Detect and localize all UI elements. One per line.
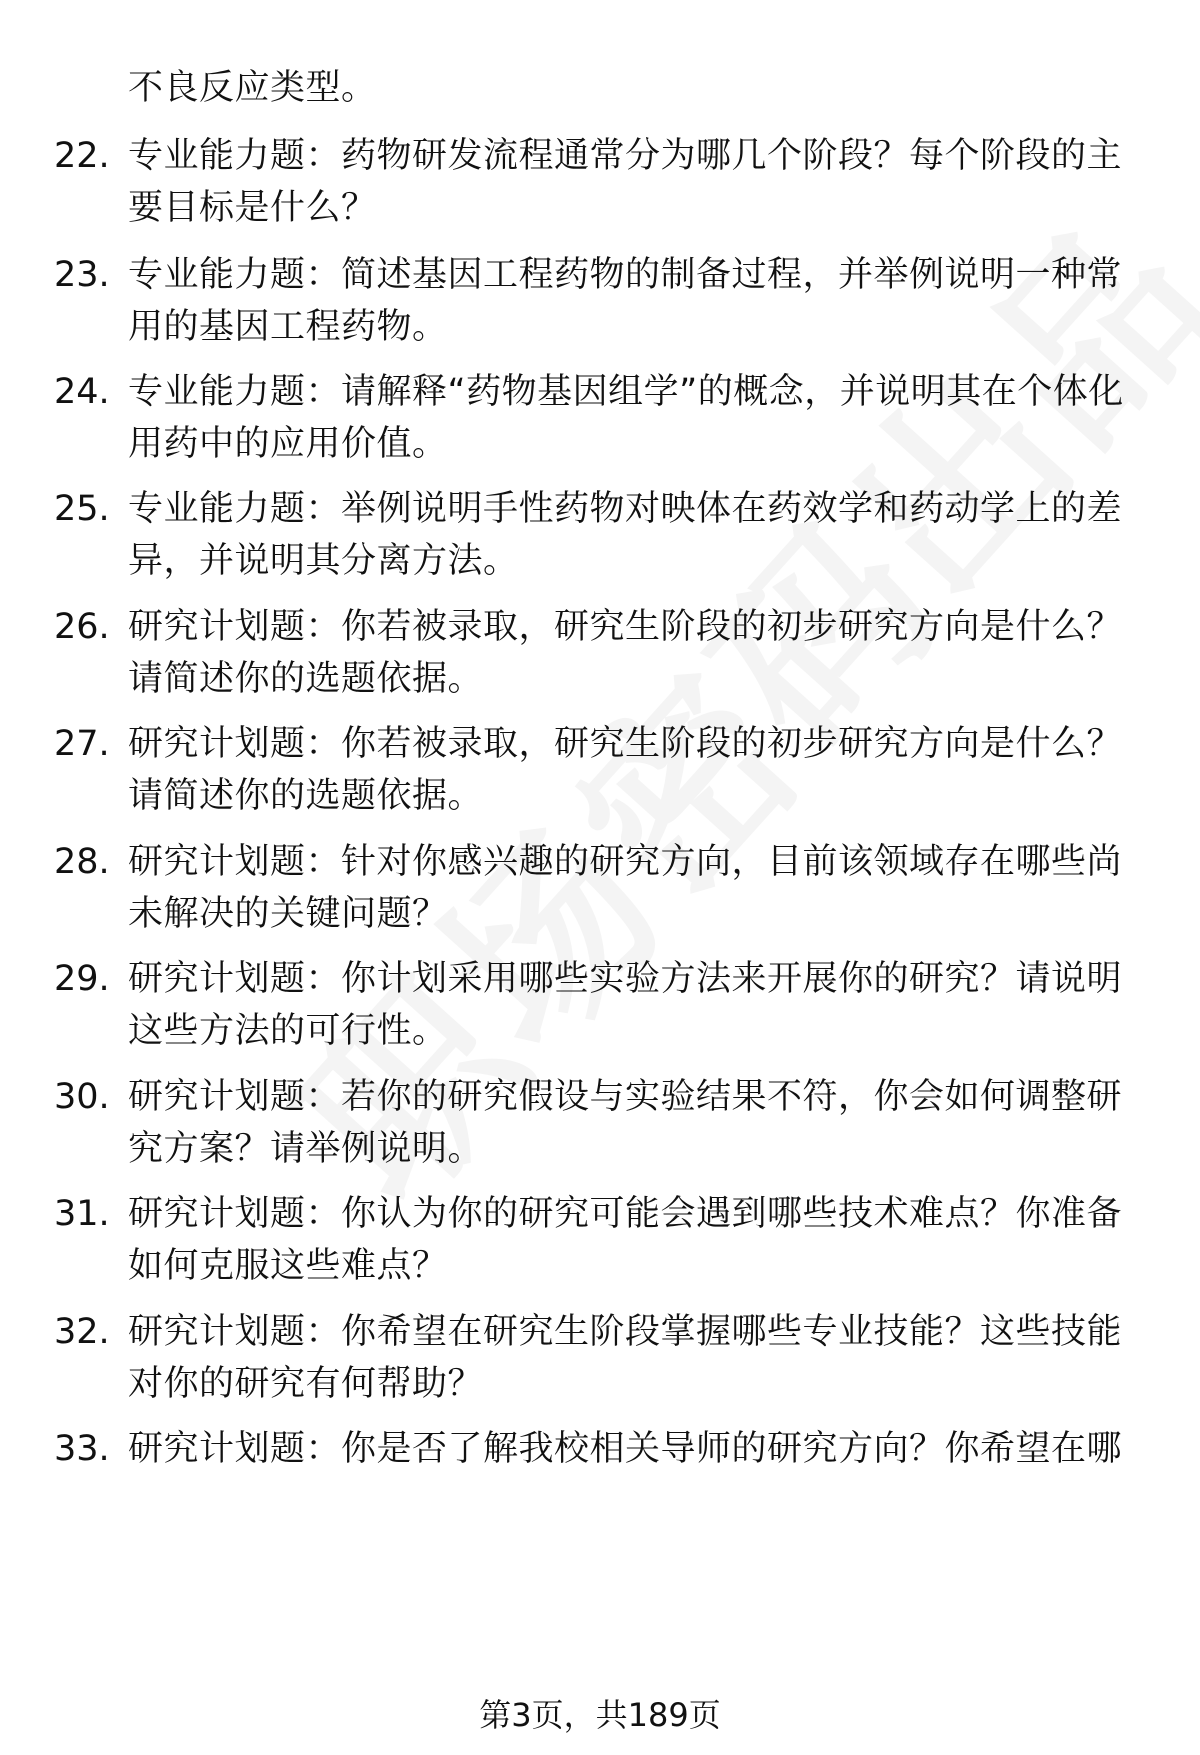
question-number: 27. — [54, 724, 110, 764]
question-text: 专业能力题：药物研发流程通常分为哪几个阶段？每个阶段的主要目标是什么？ — [128, 136, 1123, 228]
question-text: 研究计划题：你若被录取，研究生阶段的初步研究方向是什么？请简述你的选题依据。 — [128, 607, 1123, 699]
question-number: 33. — [54, 1429, 110, 1469]
continuation-text: 不良反应类型。 — [128, 68, 377, 108]
question-text: 研究计划题：你计划采用哪些实验方法来开展你的研究？请说明这些方法的可行性。 — [128, 959, 1123, 1051]
question-number: 22. — [54, 136, 110, 176]
question-number: 23. — [54, 255, 110, 295]
question-text: 研究计划题：若你的研究假设与实验结果不符，你会如何调整研究方案？请举例说明。 — [128, 1077, 1123, 1169]
question-number: 32. — [54, 1312, 110, 1352]
question-number: 31. — [54, 1194, 110, 1234]
page-number-footer: 第3页，共189页 — [479, 1696, 721, 1734]
question-text: 专业能力题：简述基因工程药物的制备过程，并举例说明一种常用的基因工程药物。 — [128, 255, 1123, 347]
question-text: 研究计划题：你希望在研究生阶段掌握哪些专业技能？这些技能对你的研究有何帮助？ — [128, 1312, 1123, 1404]
question-text: 研究计划题：你是否了解我校相关导师的研究方向？你希望在哪 — [128, 1429, 1123, 1469]
question-text: 专业能力题：请解释“药物基因组学”的概念，并说明其在个体化用药中的应用价值。 — [128, 372, 1124, 464]
question-number: 29. — [54, 959, 110, 999]
question-number: 24. — [54, 372, 110, 412]
question-number: 25. — [54, 489, 110, 529]
question-number: 30. — [54, 1077, 110, 1117]
question-number: 28. — [54, 842, 110, 882]
question-number: 26. — [54, 607, 110, 647]
question-text: 研究计划题：你若被录取，研究生阶段的初步研究方向是什么？请简述你的选题依据。 — [128, 724, 1123, 816]
question-text: 专业能力题：举例说明手性药物对映体在药效学和药动学上的差异，并说明其分离方法。 — [128, 489, 1123, 581]
question-text: 研究计划题：针对你感兴趣的研究方向，目前该领域存在哪些尚未解决的关键问题？ — [128, 842, 1123, 934]
question-text: 研究计划题：你认为你的研究可能会遇到哪些技术难点？你准备如何克服这些难点？ — [128, 1194, 1123, 1286]
